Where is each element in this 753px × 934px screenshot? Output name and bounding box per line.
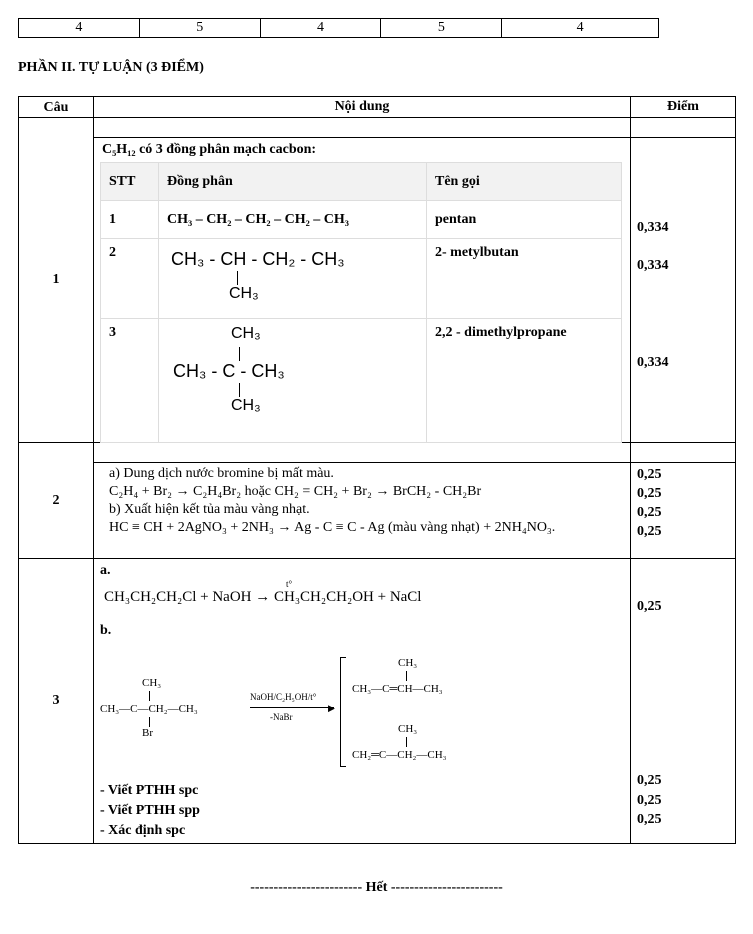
score: 0,25 [637, 599, 662, 614]
bond-line [149, 691, 150, 701]
question-1-row [19, 117, 735, 442]
isomer-formula-cell [159, 239, 427, 319]
answer-line: b) Xuất hiện kết tủa màu vàng nhạt. [109, 502, 310, 517]
score: 0,25 [637, 467, 662, 482]
answer-line: a) Dung dịch nước bromine bị mất màu. [109, 466, 334, 481]
header-cau: Câu [19, 97, 94, 117]
question-3-scores [631, 559, 735, 843]
col-ten-goi: Tên gọi [427, 163, 622, 201]
isomer-row [101, 201, 622, 239]
reagent-bottom: -NaBr [270, 712, 293, 722]
header-noi-dung: Nội dung [94, 97, 631, 117]
isomer-name: pentan [427, 201, 622, 239]
note-line: - Viết PTHH spc [100, 783, 199, 798]
reaction-condition: t° [286, 579, 293, 589]
question-number: 2 [19, 443, 94, 558]
bond-line [149, 717, 150, 727]
question-3-row [19, 558, 735, 843]
end-marker: ------------------------ Hết ------------------------ [250, 880, 503, 895]
isomer-name: 2- metylbutan [427, 239, 622, 319]
question-1-lead: C₅H₁₂ có 3 đồng phân mạch cacbon: [102, 142, 317, 157]
substrate-top: CH₃ [142, 677, 162, 689]
col-dong-phan: Đồng phân [159, 163, 427, 201]
part-b-label: b. [100, 623, 112, 638]
question-1-content [94, 118, 631, 442]
isomer-table [100, 162, 622, 443]
substrate-main: CH₃—C—CH₂—CH₃ [100, 703, 198, 715]
isomer-name: 2,2 - dimethylpropane [427, 319, 622, 443]
product1-top: CH₃ [398, 657, 418, 669]
part-a-label: a. [100, 563, 111, 578]
isomer-formula-cell [159, 319, 427, 443]
answer-cell: 4 [19, 19, 140, 37]
product1-main: CH₃—C═CH—CH₃ [352, 683, 443, 695]
product2-main: CH₂═C—CH₂—CH₃ [352, 749, 447, 761]
product-bracket [340, 657, 346, 767]
question-1-scores [631, 118, 735, 442]
isomer-stt: 3 [101, 319, 159, 443]
answer-cell: 5 [140, 19, 261, 37]
score: 0,25 [637, 773, 662, 788]
equation-a [104, 579, 422, 606]
score: 0,25 [637, 793, 662, 808]
note-line: - Xác định spc [100, 823, 186, 838]
structure-main-chain: CH₃ - C - CH₃ [173, 361, 285, 381]
question-3-content [94, 559, 631, 843]
reaction-arrow [250, 707, 334, 708]
isomer-table-header [101, 163, 622, 201]
col-stt: STT [101, 163, 159, 201]
bond-line [406, 737, 407, 747]
table-header-row [19, 97, 735, 117]
score: 0,25 [637, 505, 662, 520]
score: 0,334 [637, 258, 669, 273]
answer-cell: 4 [261, 19, 382, 37]
structure-branch: CH₃ [229, 285, 259, 302]
score: 0,334 [637, 355, 669, 370]
arrow-head: ▶ [328, 703, 335, 713]
note-line: - Viết PTHH spp [100, 803, 200, 818]
score: 0,334 [637, 220, 669, 235]
isomer-row [101, 319, 622, 443]
question-number: 3 [19, 559, 94, 843]
structure-bottom-branch: CH₃ [231, 397, 261, 414]
isomer-row [101, 239, 622, 319]
bond-line [237, 271, 238, 285]
substrate-bottom: Br [142, 727, 153, 739]
essay-table [18, 96, 736, 844]
answer-key-row [18, 18, 659, 38]
bond-line [406, 671, 407, 681]
bond-line [239, 347, 240, 361]
question-2-row [19, 442, 735, 558]
section-title: PHẦN II. TỰ LUẬN (3 ĐIỂM) [18, 60, 204, 75]
structure-top-branch: CH₃ [231, 325, 261, 342]
isomer-stt: 1 [101, 201, 159, 239]
bond-line [239, 383, 240, 397]
score: 0,25 [637, 486, 662, 501]
question-2-scores [631, 443, 735, 558]
elimination-scheme [100, 657, 510, 777]
header-diem: Điểm [667, 99, 699, 114]
question-2-content [94, 443, 631, 558]
structure-main-chain: CH₃ - CH - CH₂ - CH₃ [171, 249, 345, 269]
answer-line: C₂H₄ + Br₂ → C₂H₄Br₂ hoặc CH₂ = CH₂ + Br₂ → BrCH₂ - CH₂Br [109, 484, 482, 499]
question-number: 1 [19, 118, 94, 442]
answer-line: HC ≡ CH + 2AgNO₃ + 2NH₃ → Ag - C ≡ C - Ag (màu vàng nhạt) + 2NH₄NO₃. [109, 520, 556, 535]
equation-a-text: CH₃CH₂CH₂Cl + NaOH → CH₃CH₂CH₂OH + NaCl [104, 589, 422, 605]
product2-top: CH₃ [398, 723, 418, 735]
isomer-stt: 2 [101, 239, 159, 319]
answer-cell: 5 [381, 19, 502, 37]
answer-cell: 4 [576, 20, 584, 35]
score: 0,25 [637, 524, 662, 539]
isomer-formula: CH₃ – CH₂ – CH₂ – CH₂ – CH₃ [159, 201, 427, 239]
reagent-top: NaOH/C₂H₅OH/t° [250, 692, 317, 702]
score: 0,25 [637, 812, 662, 827]
